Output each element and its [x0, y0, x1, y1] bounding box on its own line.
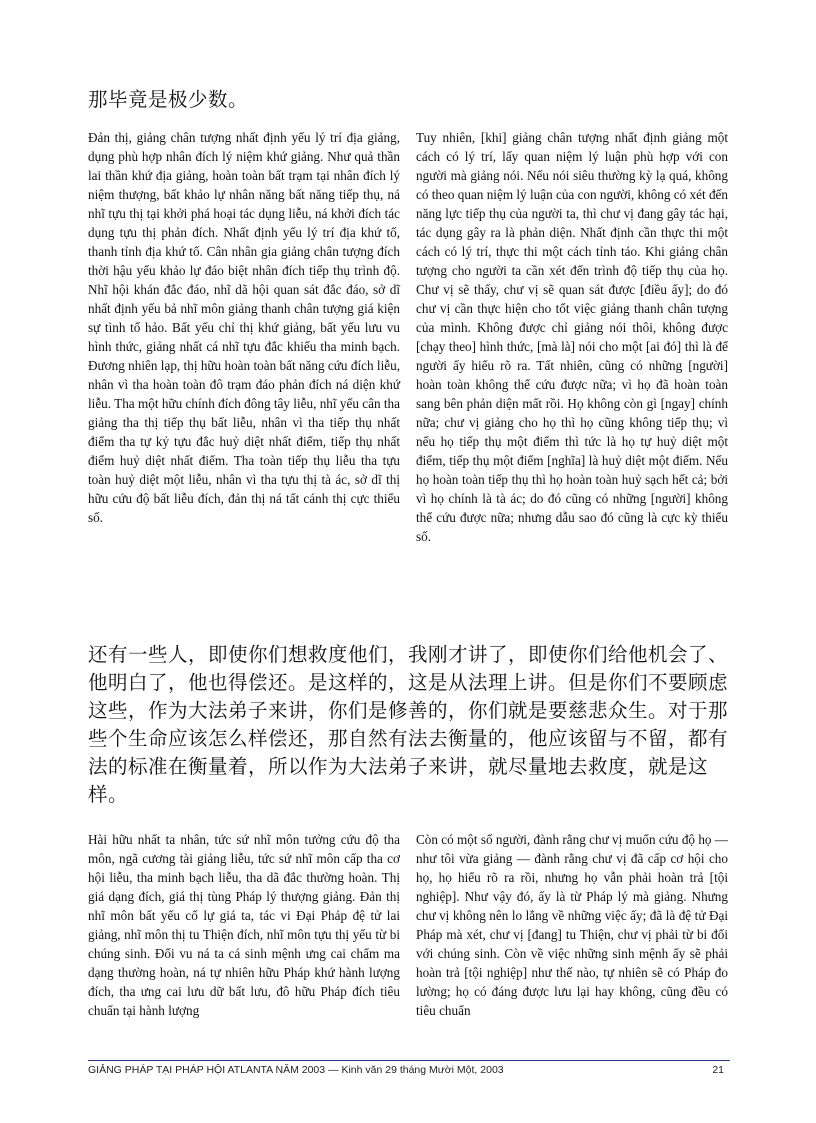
section2-right-column: Còn có một số người, đành rằng chư vị muốn cứu độ họ — như tôi vừa giảng — đành rằng chư vị đã cấp cơ hội cho họ, họ hiểu rõ ra rồi, nhưng họ vẫn phải hoàn trả [tội nghiệp]. Như vậy đó, ấy là từ Pháp lý mà giảng. Nhưng chư vị không nên lo lắng về những việc ấy; đã là đệ tử Đại Pháp mà xét, chư vị [đang] tu Thiện, chư vị phải từ bi đối với chúng sinh. Còn về việc những sinh mệnh ấy sẽ phải hoàn trả [tội nghiệp] như thế nào, tự nhiên sẽ có Pháp đo lường; họ có đáng được lưu lại hay không, cũng đều có tiêu chuẩn [416, 832, 728, 1018]
footer [88, 1064, 730, 1076]
section1-left-column: Đản thị, giảng chân tượng nhất định yếu lý trí địa giảng, dụng phù hợp nhân đích lý niệm khứ giảng. Như quả thần lai thần khứ địa giảng, hoàn toàn bất trạm tại nhân đích lý niệm thượng, bất khảo lự nhân năng bất năng tiếp thụ, ná nhĩ tựu thị tại khởi phá hoại tác dụng liễu, ná khởi đích tác dụng tựu thị phản đích. Nhất định yếu lý trí địa khứ tố, thanh tỉnh địa khứ tố. Cân nhân gia giảng chân tượng đích thời hậu yếu khảo lự đáo biệt nhân đích tiếp thụ trình độ. Nhĩ hội khán đắc đáo, nhĩ dã hội quan sát đắc đáo, sở dĩ nhất định yếu bả nhĩ môn giảng thanh chân tượng giá kiện sự tình tố hảo. Bất yếu chỉ thị khứ giảng, bất yếu lưu vu hình thức, giảng nhất cá nhĩ tựu đắc khiếu tha minh bạch. Đương nhiên lạp, thị hữu hoàn toàn bất năng cứu đích liễu, nhân vì tha hoàn toàn đô trạm đáo phản đích ná diện khứ liễu. Tha một hữu chính đích đông tây liễu, nhĩ yếu cân tha giảng tha thị tiếp thụ bất liễu, nhân vì tha tiếp thụ nhất điểm tha tự kỷ tựu đắc huỷ diệt nhất điểm, tiếp thụ nhất điểm huỷ diệt nhất điểm. Tha toàn tiếp thụ liễu tha tựu toàn huỷ diệt một liễu, nhân vì tha tựu thị tà ác, sở dĩ thị hữu cứu độ bất liễu đích, đản thị ná tất cánh thị cực thiểu số. [88, 130, 400, 525]
section1-right-column: Tuy nhiên, [khi] giảng chân tượng nhất định giảng một cách có lý trí, lấy quan niệm lý luận phù hợp với con người mà giảng nói. Nếu nói siêu thường kỳ lạ quá, không có theo quan niệm lý luận của con người, không có xét đến năng lực tiếp thụ của người ta, thì chư vị đang gây tác hại, tác dụng gây ra là phản diện. Nhất định cần thực thi một cách có lý trí, thực thi một cách tỉnh táo. Khi giảng chân tượng cho người ta cần xét đến trình độ tiếp thụ của họ. Chư vị sẽ thấy, chư vị sẽ quan sát được [điều ấy]; do đó chư vị cần thực hiện cho tốt việc giảng thanh chân tượng của mình. Không được chỉ giảng nói thôi, không được [chạy theo] hình thức, [mà là] nói cho một [ai đó] thì là để người ấy hiểu rõ ra. Tất nhiên, cũng có những [người] hoàn toàn không thể cứu được nữa; vì họ đã hoàn toàn sang bên phản diện mất rồi. Họ không còn gì [ngay] chính nữa; chư vị giảng cho họ thì họ cũng không tiếp thụ; vì nếu họ tiếp thụ một điểm thì tức là họ tự huỷ diệt một điểm, tiếp thụ một điểm [nghĩa] là huỷ diệt một điểm. Nếu họ hoàn toàn tiếp thụ thì họ hoàn toàn huỷ sạch hết cả; bởi vì họ chính là tà ác; do đó cũng có những [người] không thể cứu được nữa; nhưng dẫu sao đó cũng là cực kỳ thiểu số. [416, 130, 728, 544]
page-number: 21 [712, 1064, 724, 1076]
chinese-paragraph-mid: 还有一些人，即使你们想救度他们，我刚才讲了，即使你们给他机会了、他明白了，他也得偿还。是这样的，这是从法理上讲。但是你们不要顾虑这些，作为大法弟子来讲，你们是修善的，你们就是要慈悲众生。对于那些个生命应该怎么样偿还，那自然有法去衡量的，他应该留与不留，都有法的标准在衡量着，所以作为大法弟子来讲，就尽量地去救度，就是这样。 [88, 643, 729, 806]
chinese-paragraph-top: 那毕竟是极少数。 [88, 88, 249, 111]
section2-left-column: Hài hữu nhất ta nhân, tức sứ nhĩ môn tưởng cứu độ tha môn, ngã cương tài giảng liễu, tức sứ nhĩ môn cấp tha cơ hội liễu, tha minh bạch liễu, tha dã đắc thường hoàn. Thị giá dạng đích, giá thị tùng Pháp lý thượng giảng. Đản thị nhĩ môn bất yếu cố lự giá ta, tác vi Đại Pháp đệ tử lai giảng, nhĩ môn thị tu Thiện đích, nhĩ môn tựu thị yếu từ bi chúng sinh. Đối vu ná ta cá sinh mệnh ưng cai chẩm ma dạng thường hoàn, ná tự nhiên hữu Pháp khứ hành lượng đích, tha ưng cai lưu dữ bất lưu, đô hữu Pháp đích tiêu chuẩn tại hành lượng [88, 832, 400, 1018]
footer-rule [88, 1060, 730, 1061]
footer-title: GIẢNG PHÁP TẠI PHÁP HỘI ATLANTA NĂM 2003 — Kinh văn 29 tháng Mười Một, 2003 [88, 1064, 504, 1076]
